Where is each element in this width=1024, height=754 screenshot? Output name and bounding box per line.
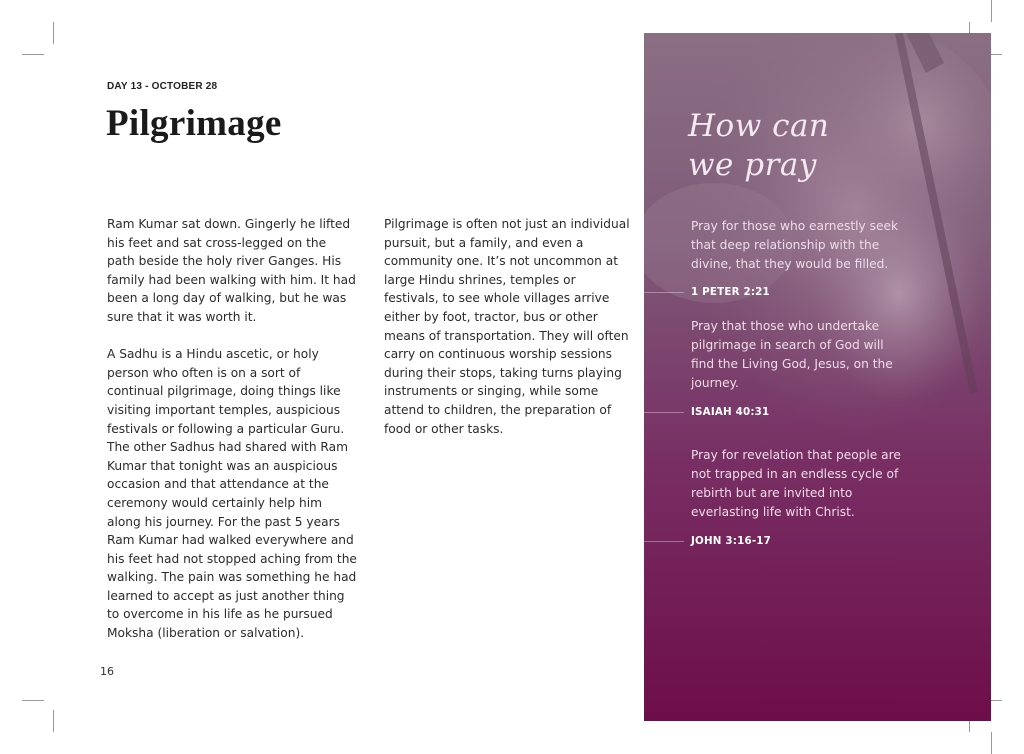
prayer-item — [691, 446, 906, 547]
scripture-reference-text: JOHN 3:16-17 — [691, 535, 772, 547]
prayer-panel — [644, 33, 991, 721]
prayer-item — [691, 217, 906, 298]
body-column-right — [384, 215, 634, 457]
pray-heading — [688, 107, 829, 185]
paragraph: Pilgrimage is often not just an individual pursuit, but a family, and even a community one. It’s not uncommon at large Hindu shrines, temples or festivals, to see whole villages arrive either by foot, tractor, bus or other means of transportation. They will often carry on continuous worship sessions during their stops, taking turns playing instruments or singing, while some attend to children, the preparation of food or other tasks. — [384, 217, 630, 436]
reference-rule — [644, 541, 684, 542]
prayer-item — [691, 317, 906, 418]
crop-mark — [53, 22, 54, 44]
scripture-reference — [691, 406, 906, 418]
reference-rule — [644, 292, 684, 293]
prayer-text: Pray for those who earnestly seek that deep relationship with the divine, that they would be filled. — [691, 219, 899, 271]
paragraph: A Sadhu is a Hindu ascetic, or holy person who often is on a sort of continual pilgrimage, doing things like visiting important temples, auspicious festivals or following a particular Guru. The other Sadhus had shared with Ram Kumar that tonight was an auspicious occasion and that attendance at the ceremony would certainly help him along his journey. For the past 5 years Ram Kumar had walked everywhere and his feet had not stopped aching from the walking. The pain was something he had learned to accept as just another thing to overcome in his life as he pursued Moksha (liberation or salvation). — [107, 347, 357, 641]
paragraph: Ram Kumar sat down. Gingerly he lifted his feet and sat cross-legged on the path beside the holy river Ganges. His family had been walking with him. It had been a long day of walking, but he was sure that it was worth it. — [107, 217, 356, 324]
pray-heading-line: we pray — [688, 147, 817, 183]
prayer-text: Pray that those who undertake pilgrimage in search of God will find the Living God, Jesus, on the journey. — [691, 319, 893, 390]
reference-rule — [644, 412, 684, 413]
crop-mark — [22, 700, 44, 701]
scripture-reference-text: ISAIAH 40:31 — [691, 406, 770, 418]
page-title: Pilgrimage — [106, 103, 282, 144]
prayer-text: Pray for revelation that people are not trapped in an endless cycle of rebirth but are invited into everlasting life with Christ. — [691, 448, 901, 519]
crop-mark — [53, 710, 54, 732]
pray-heading-line: How can — [688, 108, 830, 144]
page-number: 16 — [100, 665, 114, 678]
scripture-reference-text: 1 PETER 2:21 — [691, 286, 770, 298]
scripture-reference — [691, 286, 906, 298]
body-column-left — [107, 215, 357, 661]
crop-mark — [991, 732, 992, 754]
crop-mark — [991, 0, 992, 22]
scripture-reference — [691, 535, 906, 547]
crop-mark — [22, 54, 44, 55]
day-label: DAY 13 - OCTOBER 28 — [107, 81, 218, 92]
